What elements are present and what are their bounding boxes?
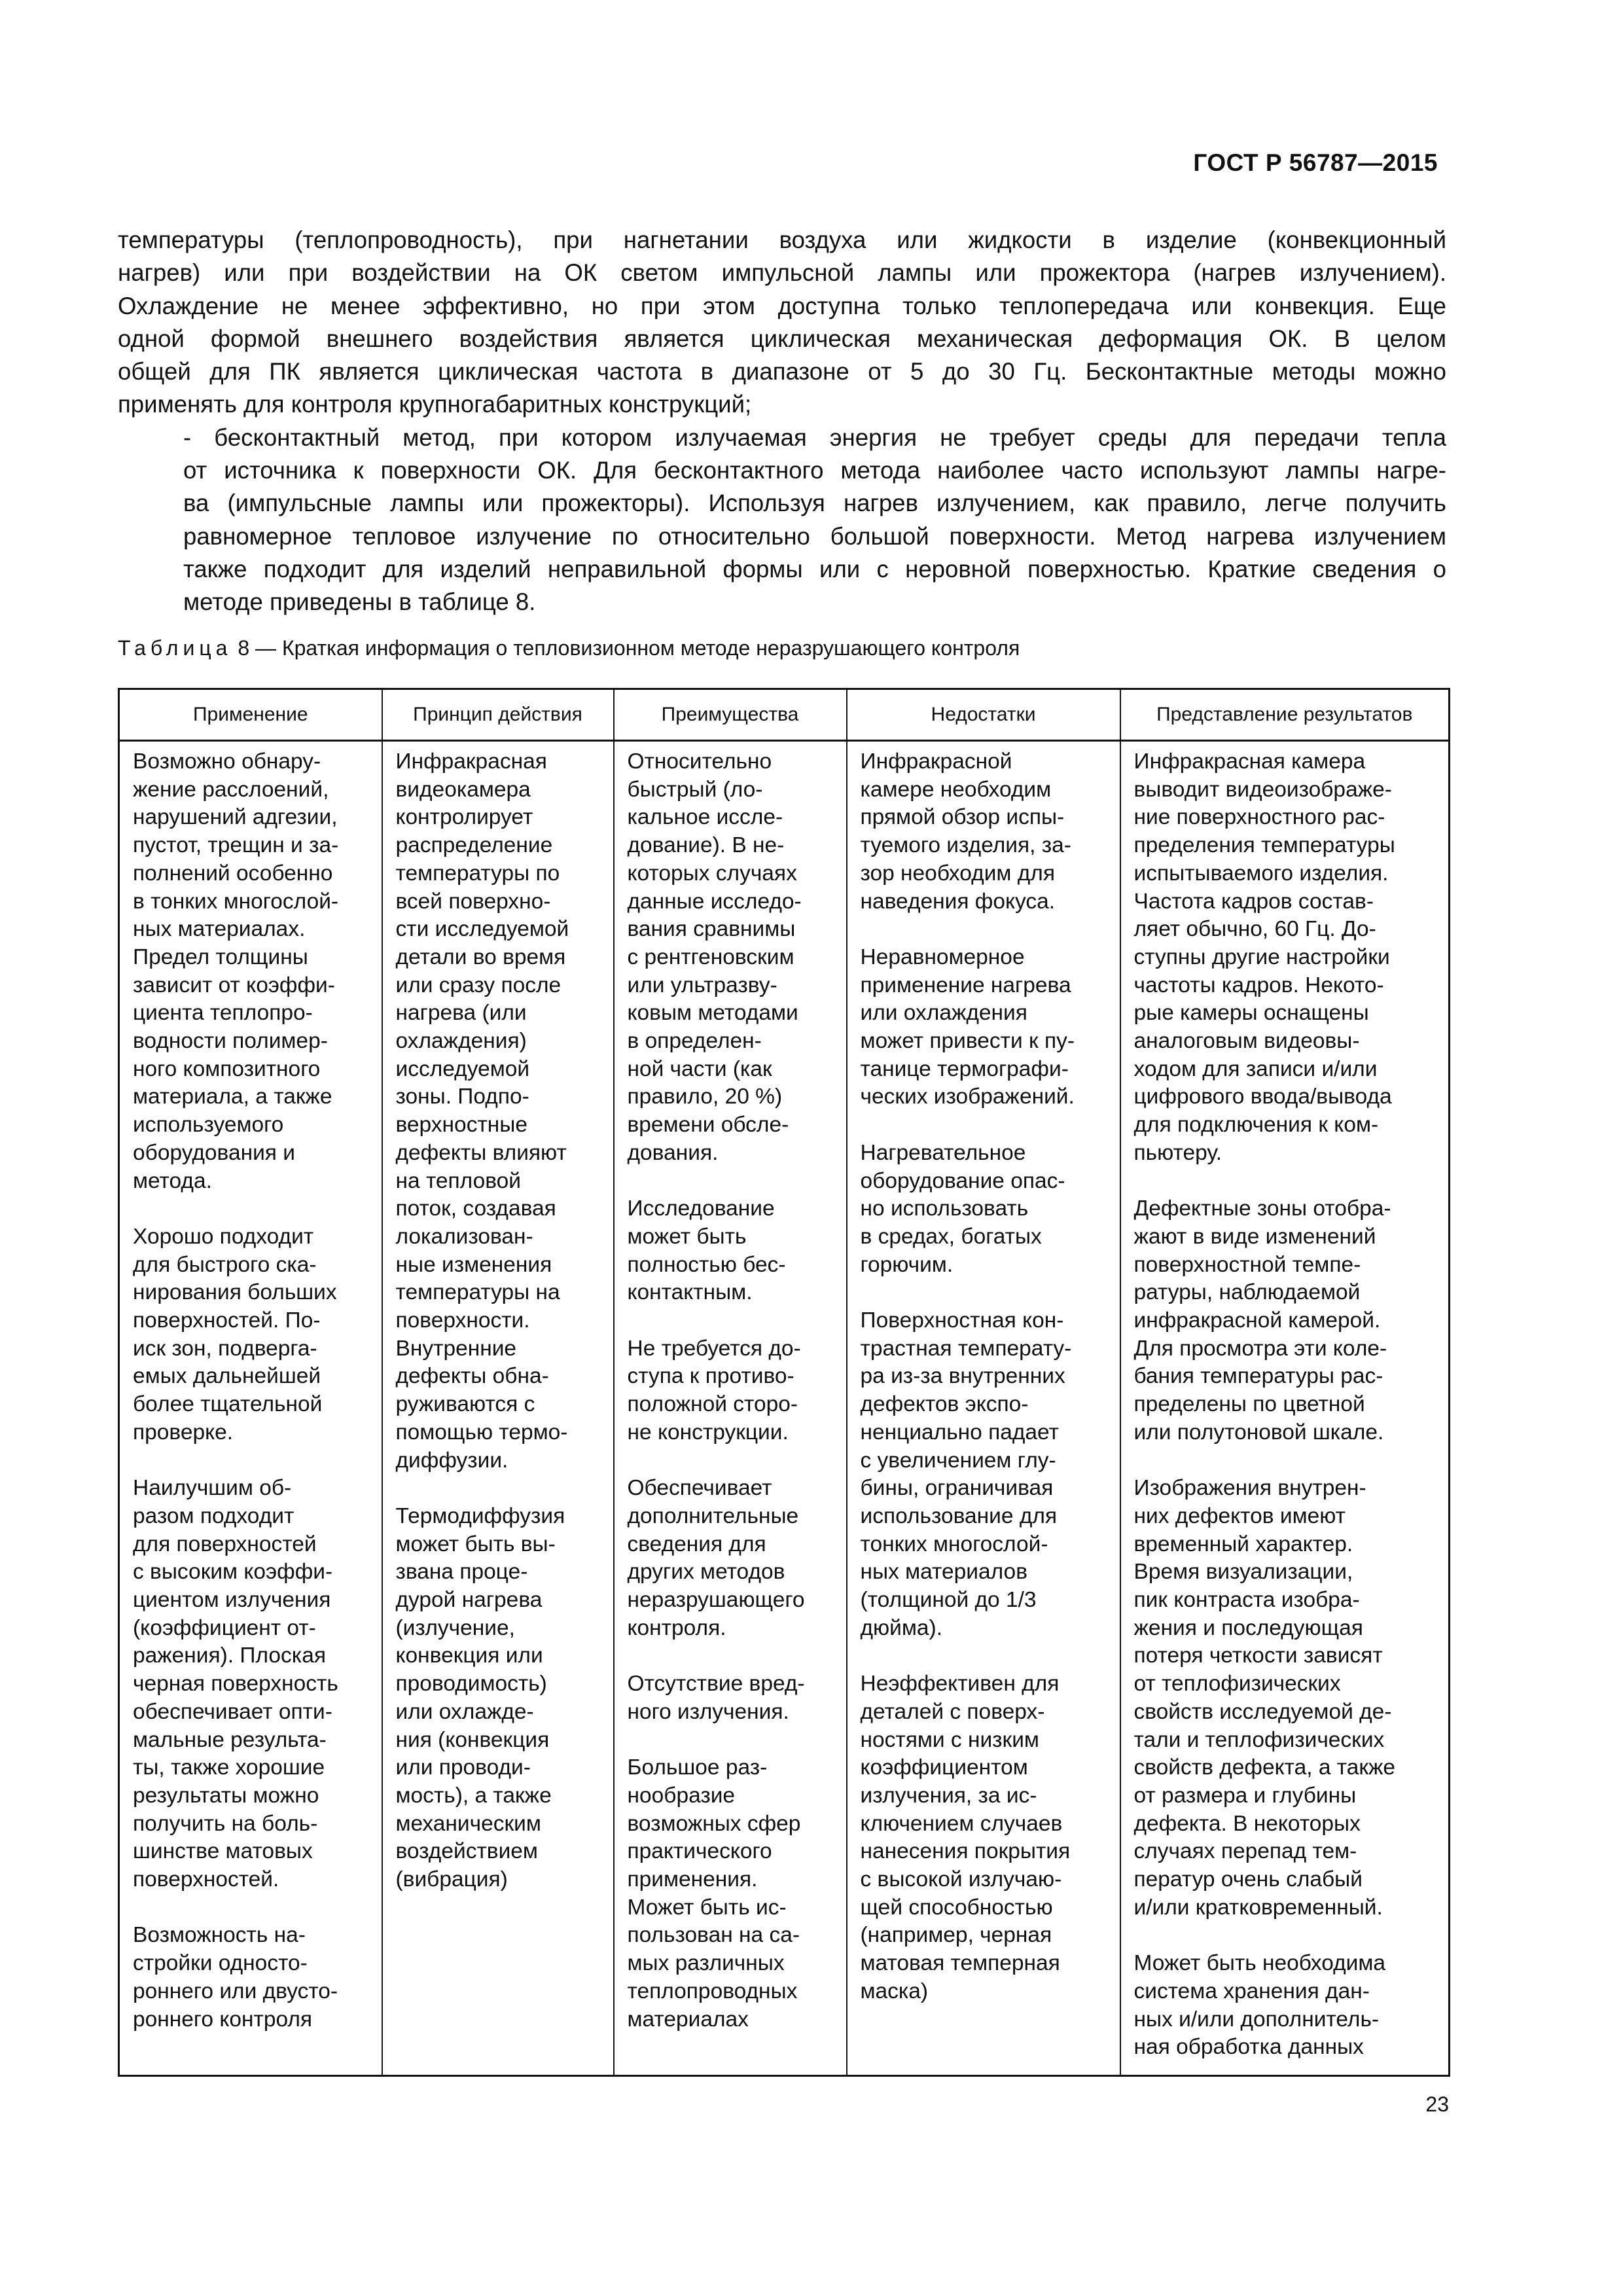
cell-paragraph: Хорошо подходит для быстрого ска- нирования больших поверхностей. По- иск зон, подверга- емых дальнейшей более тщательной проверке. [133, 1224, 337, 1444]
cell-paragraph: Неравномерное применение нагрева или охлаждения может привести к пу- танице термографи- ческих изображений. [860, 944, 1075, 1109]
cell-paragraph: Нагревательное оборудование опас- но использовать в средах, богатых горючим. [860, 1140, 1065, 1277]
cell-application [119, 741, 382, 2076]
cell-paragraph: Может быть необходима система хранения дан- ных и/или дополнитель- ная обработка данных [1133, 1951, 1386, 2060]
column-header-disadvantages: Недостатки [847, 689, 1120, 741]
table-caption-label: Таблица [118, 636, 232, 660]
paragraph-heating-methods: температуры (теплопроводность), при нагнетании воздуха или жидкости в изделие (конвекционный нагрев) или при воздействии на ОК светом импульсной лампы или прожектора (нагрев излучением). Охлаждение не менее эффективно, но при этом доступна только теплопередача или конвекция. Еще одной формой внешнего воздействия является циклическая механическая деформация ОК. В целом общей для ПК является циклическая частота в диапазоне от 5 до 30 Гц. Бесконтактные методы можно применять для контроля крупногабаритных конструкций; [118, 226, 1446, 418]
body-text [118, 224, 1446, 619]
column-header-application: Применение [119, 689, 382, 741]
cell-paragraph: Возможно обнару- жение расслоений, нарушений адгезии, пустот, трещин и за- полнений особенно в тонких многослой- ных материалах. Предел толщины зависит от коэффи- циента теплопро- водности полимер- ного композитного материала, а также используемого оборудования и метода. [133, 749, 339, 1193]
cell-paragraph: Обеспечивает дополнительные сведения для других методов неразрушающего контроля. [627, 1476, 805, 1640]
cell-paragraph: Не требуется до- ступа к противо- положной сторо- не конструкции. [627, 1336, 801, 1444]
column-header-advantages: Преимущества [614, 689, 847, 741]
cell-paragraph: Неэффективен для деталей с поверх- ностями с низким коэффициентом излучения, за ис- ключением случаев нанесения покрытия с высокой излучаю- щей способностью (например, черная матовая темперная маска) [860, 1672, 1071, 2003]
column-header-results: Представление результатов [1120, 689, 1450, 741]
thermal-method-table [118, 688, 1450, 2077]
cell-paragraph: Наилучшим об- разом подходит для поверхностей с высоким коэффи- циентом излучения (коэффициент от- ражения). Плоская черная поверхность обеспечивает опти- мальные результа- ты, также хорошие результаты можно получить на боль- шинстве матовых поверхностей. [133, 1476, 338, 1892]
column-header-principle: Принцип действия [382, 689, 614, 741]
cell-paragraph: Изображения внутрен- них дефектов имеют временный характер. Время визуализации, пик контраста изобра- жения и последующая потеря четкости зависят от теплофизических свойств исследуемой де- тали и теплофизических свойств дефекта, а также от размера и глубины дефекта. В некоторых случаях перепад тем- ператур очень слабый и/или кратковременный. [1133, 1476, 1396, 1920]
cell-paragraph: Инфракрасная видеокамера контролирует распределение температуры по всей поверхно- сти исследуемой детали во время или сразу после нагрева (или охлаждения) исследуемой зоны. Подпо- верхностные дефекты влияют на тепловой поток, создавая локализован- ные изменения температуры на поверхности. Внутренние дефекты обна- руживаются с помощью термо- диффузии. [395, 749, 569, 1473]
cell-paragraph: Исследование может быть полностью бес- контактным. [627, 1196, 786, 1305]
cell-paragraph: Относительно быстрый (ло- кальное иссле- дование). В не- которых случаях данные исследо- вания сравнимы с рентгеновским или ультразву- ковым методами в определен- ной части (как правило, 20 %) времени обсле- дования. [627, 749, 802, 1165]
cell-principle [382, 741, 614, 2076]
cell-paragraph: Возможность на- стройки односто- роннего или двусто- роннего контроля [133, 1923, 338, 2032]
cell-disadvantages [847, 741, 1120, 2076]
table-caption-text: 8 — Краткая информация о тепловизионном методе неразрушающего контроля [232, 636, 1020, 660]
cell-paragraph: Инфракрасной камере необходим прямой обзор испы- туемого изделия, за- зор необходим для наведения фокуса. [860, 749, 1071, 914]
cell-paragraph: Термодиффузия может быть вы- звана проце- дурой нагрева (излучение, конвекция или проводимость) или охлажде- ния (конвекция или проводи- мость), а также механическим воздействием (вибрация) [395, 1503, 565, 1892]
paragraph-contactless-method: - бесконтактный метод, при котором излучаемая энергия не требует среды для передачи тепла от источника к поверхности ОК. Для бесконтактного метода наиболее часто используют лампы нагре- ва (импульсные лампы или прожекторы). Используя нагрев излучением, как правило, легче получить равномерное тепловое излучение по относительно большой поверхности. Метод нагрева излучением также подходит для изделий неправильной формы или с неровной поверхностью. Краткие сведения о методе приведены в таблице 8. [183, 423, 1446, 616]
cell-paragraph: Поверхностная кон- трастная температу- ра из-за внутренних дефектов экспо- ненциально падает с увеличением глу- бины, ограничивая использование для тонких многослой- ных материалов (толщиной до 1/3 дюйма). [860, 1308, 1072, 1640]
table-row [119, 741, 1450, 2076]
table-caption [118, 635, 1020, 661]
cell-paragraph: Большое раз- нообразие возможных сфер практического применения. Может быть ис- пользован на са- мых различных теплопроводных материалах [627, 1755, 801, 2032]
cell-paragraph: Дефектные зоны отобра- жают в виде изменений поверхностной темпе- ратуры, наблюдаемой инфракрасной камерой. Для просмотра эти коле- бания температуры рас- пределены по цветной или полутоновой шкале. [1133, 1196, 1391, 1444]
cell-paragraph: Инфракрасная камера выводит видеоизображе- ние поверхностного рас- пределения температуры испытываемого изделия. Частота кадров состав- ляет обычно, 60 Гц. До- ступны другие настройки частоты кадров. Некото- рые камеры оснащены аналоговым видеовы- ходом для записи и/или цифрового ввода/вывода для подключения к ком- пьютеру. [1133, 749, 1395, 1165]
page-number: 23 [1425, 2092, 1449, 2116]
cell-paragraph: Отсутствие вред- ного излучения. [627, 1672, 805, 1724]
document-standard-number: ГОСТ Р 56787—2015 [1193, 149, 1438, 176]
table-header-row [119, 689, 1450, 741]
cell-advantages [614, 741, 847, 2076]
cell-results [1120, 741, 1450, 2076]
